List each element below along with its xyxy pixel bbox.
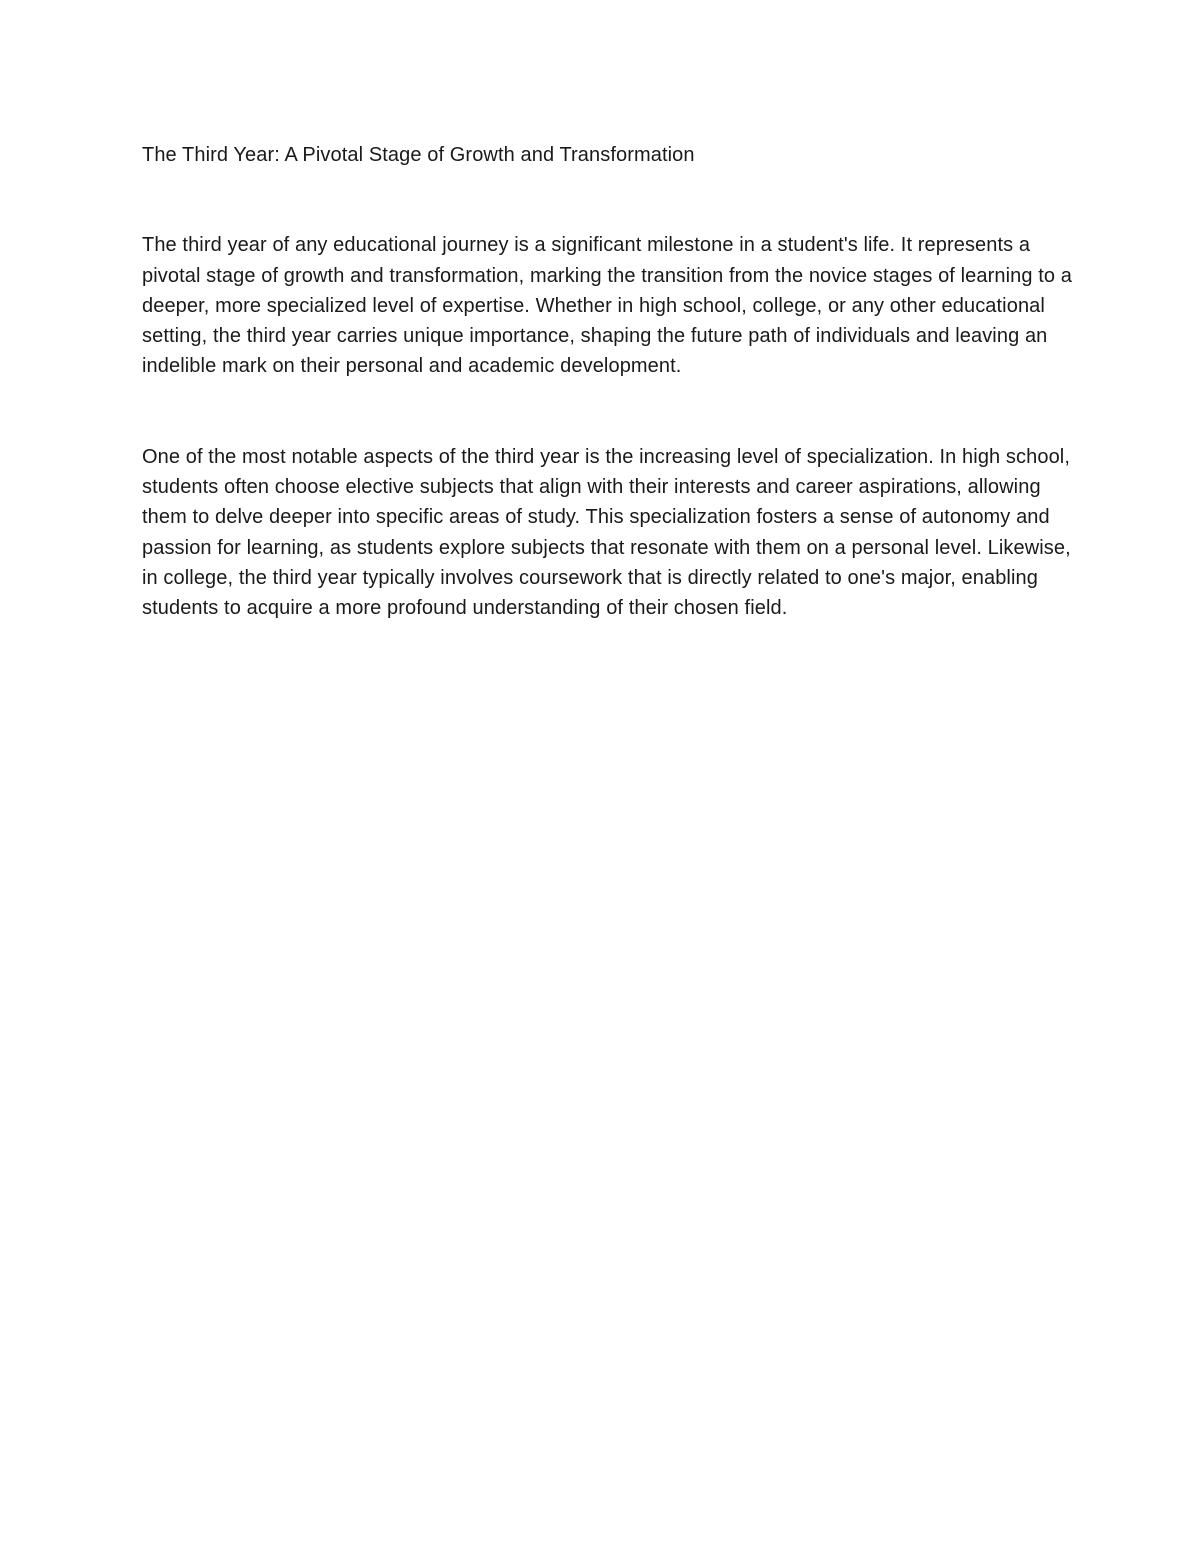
paragraph-1: The third year of any educational journey is a significant milestone in a student's life. It represents a pivotal stage of growth and transformation, marking the transition from the novice stages of learning to a deeper, more specialized level of expertise. Whether in high school, college, or any other educational setting, the third year carries unique importance, shaping the future path of individuals and leaving an indelible mark on their personal and academic development. xyxy=(142,234,1072,378)
paragraph-2: One of the most notable aspects of the third year is the increasing level of specialization. In high school, students often choose elective subjects that align with their interests and career aspirations, allowing them to delve deeper into specific areas of study. This specialization fosters a sense of autonomy and passion for learning, as students explore subjects that resonate with them on a personal level. Likewise, in college, the third year typically involves coursework that is directly related to one's major, enabling students to acquire a more profound understanding of their chosen field. xyxy=(142,445,1071,620)
document-body xyxy=(142,140,1077,624)
document-title: The Third Year: A Pivotal Stage of Growth and Transformation xyxy=(142,144,695,166)
